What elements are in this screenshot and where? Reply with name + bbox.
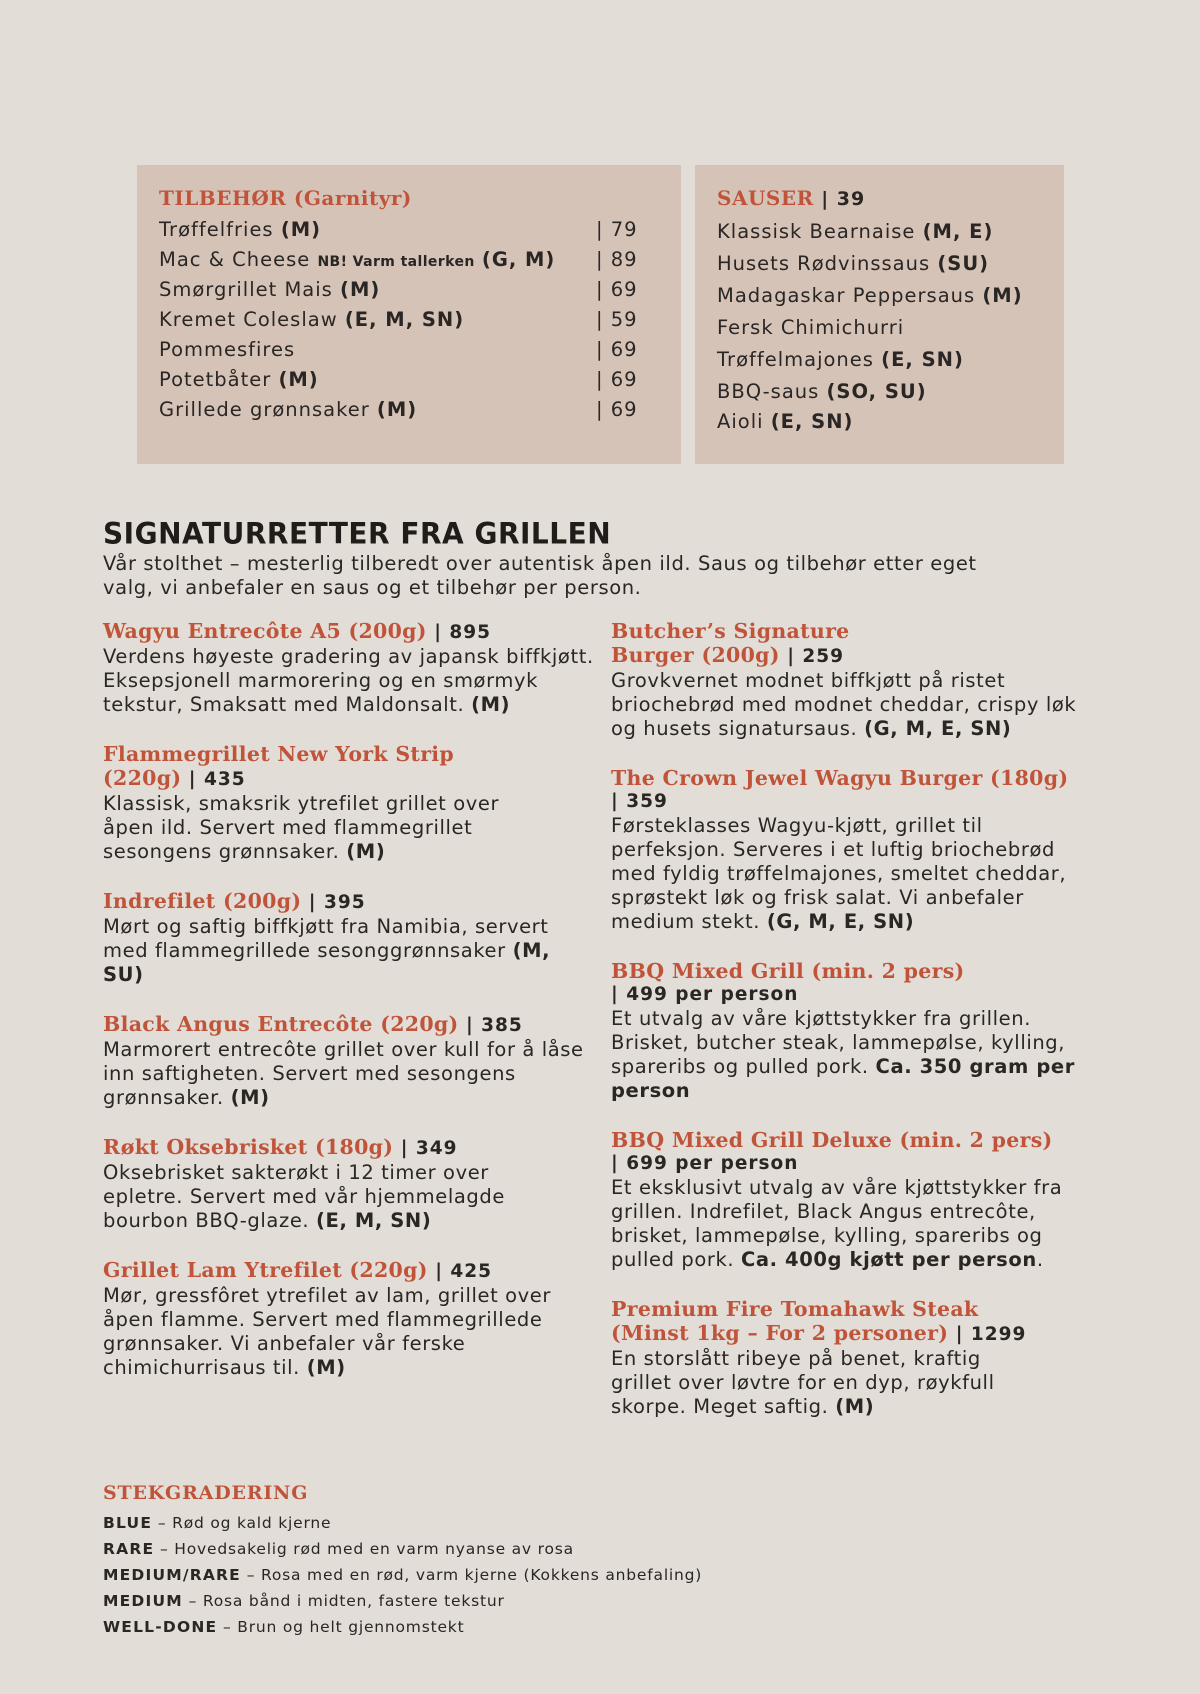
dish-description: Oksebrisket sakterøkt i 12 timer over epletre. Servert med vår hjemmelagde bourbon BBQ-glaze. (E, M, SN)	[103, 1161, 505, 1232]
tilbehor-item: Smørgrillet Mais (M) | 69	[159, 278, 638, 301]
sauser-item: Klassisk Bearnaise (M, E)	[717, 220, 994, 243]
stekgradering-item: WELL-DONE – Brun og helt gjennomstekt	[103, 1618, 465, 1636]
dish-name: The Crown Jewel Wagyu Burger (180g)	[611, 766, 1069, 790]
dish-description: Mørt og saftig biffkjøtt fra Namibia, servert med flammegrillede sesonggrønnsaker (M, SU)	[103, 915, 551, 986]
dish-name: Indrefilet (200g) | 395	[103, 889, 366, 913]
sauser-item: Aioli (E, SN)	[717, 410, 854, 433]
dish-item	[103, 619, 603, 717]
dish-item	[611, 959, 1091, 1103]
dish-price: | 699 per person	[611, 1153, 799, 1174]
dish-item	[611, 619, 1091, 741]
dish-name: Grillet Lam Ytrefilet (220g) | 425	[103, 1258, 493, 1282]
tilbehor-item: Grillede grønnsaker (M) | 69	[159, 398, 638, 421]
dish-item	[611, 1297, 1091, 1419]
tilbehor-title: TILBEHØR (Garnityr)	[159, 186, 412, 210]
dish-item	[103, 1135, 603, 1233]
dish-name: Røkt Oksebrisket (180g) | 349	[103, 1135, 458, 1159]
tilbehor-item: Mac & Cheese NB! Varm tallerken (G, M) | 89	[159, 248, 638, 271]
tilbehor-item: Kremet Coleslaw (E, M, SN) | 59	[159, 308, 638, 331]
sauser-item: Fersk Chimichurri	[717, 316, 905, 339]
dish-name: Black Angus Entrecôte (220g) | 385	[103, 1012, 523, 1036]
tilbehor-item: Potetbåter (M) | 69	[159, 368, 638, 391]
stekgradering-item: BLUE – Rød og kald kjerne	[103, 1514, 332, 1532]
dish-description: En storslått ribeye på benet, kraftig grillet over løvtre for en dyp, røykfull skorpe. Meget saftig. (M)	[611, 1347, 995, 1418]
sauser-title: SAUSER | 39	[717, 186, 866, 210]
sauser-item: Husets Rødvinssaus (SU)	[717, 252, 990, 275]
dish-price: | 359	[611, 791, 668, 812]
dish-description: Et eksklusivt utvalg av våre kjøttstykker fra grillen. Indrefilet, Black Angus entrecôte, brisket, lammepølse, kylling, spareribs og pulled pork. Ca. 400g kjøtt per person.	[611, 1176, 1063, 1271]
section-title: SIGNATURRETTER FRA GRILLEN	[103, 516, 612, 551]
stekgradering-item: MEDIUM – Rosa bånd i midten, fastere tekstur	[103, 1592, 505, 1610]
dish-description: Klassisk, smaksrik ytrefilet grillet over åpen ild. Servert med flammegrillet sesongens grønnsaker. (M)	[103, 792, 500, 863]
dish-name: Butcher’s Signature Burger (200g) | 259	[611, 619, 850, 667]
dish-item	[103, 1012, 603, 1110]
dish-name: BBQ Mixed Grill (min. 2 pers)	[611, 959, 965, 983]
dish-item	[611, 1128, 1091, 1272]
dishes-right-column	[611, 619, 1091, 1444]
tilbehor-item: Pommesfires | 69	[159, 338, 638, 361]
dish-price: | 499 per person	[611, 984, 799, 1005]
dishes-left-column	[103, 619, 603, 1405]
dish-item	[103, 742, 603, 864]
tilbehor-box	[137, 165, 681, 464]
tilbehor-item: Trøffelfries (M) | 79	[159, 218, 638, 241]
dish-item	[103, 889, 603, 987]
sauser-item: Trøffelmajones (E, SN)	[717, 348, 964, 371]
dish-item	[103, 1258, 603, 1380]
stekgradering-section	[103, 1482, 702, 1640]
dish-description: Mør, gressfôret ytrefilet av lam, grillet over åpen flamme. Servert med flammegrillede grønnsaker. Vi anbefaler vår ferske chimichurrisaus til. (M)	[103, 1284, 552, 1379]
dish-name: Flammegrillet New York Strip (220g) | 435	[103, 742, 455, 790]
dish-item	[611, 766, 1091, 934]
dish-name: Premium Fire Tomahawk Steak (Minst 1kg – For 2 personer) | 1299	[611, 1297, 1027, 1345]
sauser-item: BBQ-saus (SO, SU)	[717, 380, 927, 403]
section-subtitle: Vår stolthet – mesterlig tilberedt over autentisk åpen ild. Saus og tilbehør etter eget valg, vi anbefaler en saus og et tilbehør per person.	[103, 552, 977, 599]
dish-name: Wagyu Entrecôte A5 (200g) | 895	[103, 619, 492, 643]
dish-description: Marmorert entrecôte grillet over kull for å låse inn saftigheten. Servert med sesongens grønnsaker. (M)	[103, 1038, 584, 1109]
dish-description: Verdens høyeste gradering av japansk biffkjøtt. Eksepsjonell marmorering og en smørmyk tekstur, Smaksatt med Maldonsalt. (M)	[103, 645, 594, 716]
stekgradering-item: MEDIUM/RARE – Rosa med en rød, varm kjerne (Kokkens anbefaling)	[103, 1566, 703, 1584]
stekgradering-title: STEKGRADERING	[103, 1482, 309, 1504]
dish-description: Førsteklasses Wagyu-kjøtt, grillet til perfeksjon. Serveres i et luftig briochebrød med fyldig trøffelmajones, smeltet cheddar, sprøstekt løk og frisk salat. Vi anbefaler medium stekt. (G, M, E, SN)	[611, 814, 1067, 933]
dish-description: Et utvalg av våre kjøttstykker fra grillen. Brisket, butcher steak, lammepølse, kylling, spareribs og pulled pork. Ca. 350 gram per person	[611, 1007, 1075, 1102]
dish-name: BBQ Mixed Grill Deluxe (min. 2 pers)	[611, 1128, 1053, 1152]
sauser-item: Madagaskar Peppersaus (M)	[717, 284, 1023, 307]
stekgradering-item: RARE – Hovedsakelig rød med en varm nyanse av rosa	[103, 1540, 574, 1558]
sauser-box	[695, 165, 1064, 464]
dish-description: Grovkvernet modnet biffkjøtt på ristet briochebrød med modnet cheddar, crispy løk og husets signatursaus. (G, M, E, SN)	[611, 669, 1077, 740]
